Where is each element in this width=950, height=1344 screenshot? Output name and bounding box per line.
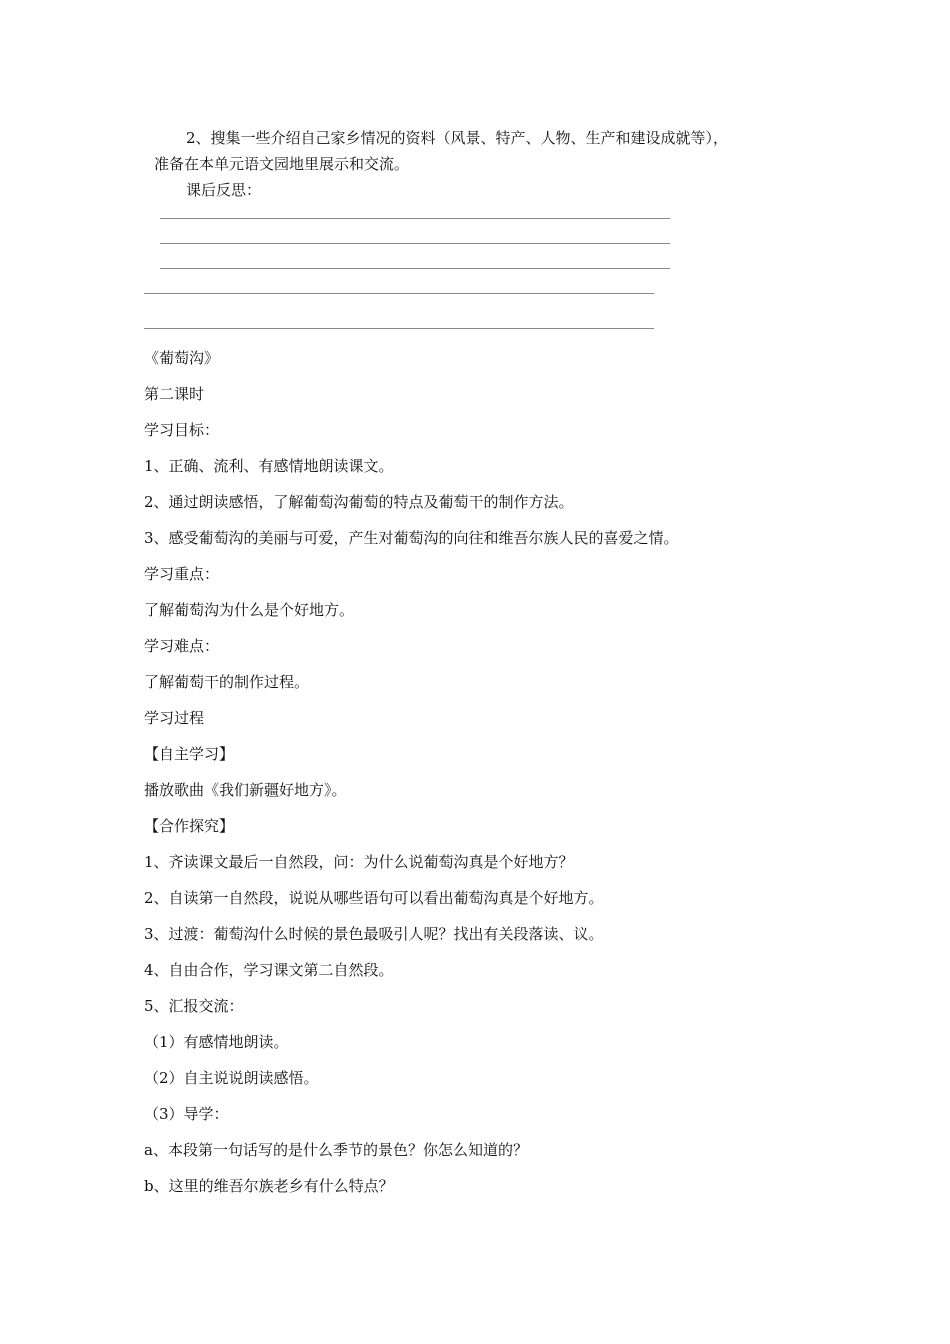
coop-step: 5、汇报交流： <box>144 997 244 1015</box>
sub-step: （2）自主说说朗读感悟。 <box>144 1069 319 1087</box>
question-item: b、这里的维吾尔族老乡有什么特点？ <box>144 1177 394 1195</box>
question-item: a、本段第一句话写的是什么季节的景色？你怎么知道的？ <box>144 1141 528 1159</box>
difficulty-text: 了解葡萄干的制作过程。 <box>144 673 310 691</box>
coop-step: 3、过渡：葡萄沟什么时候的景色最吸引人呢？找出有关段落读、议。 <box>144 925 604 943</box>
objectives-heading: 学习目标： <box>144 421 220 439</box>
coop-step: 2、自读第一自然段，说说从哪些语句可以看出葡萄沟真是个好地方。 <box>144 889 604 907</box>
coop-step: 4、自由合作，学习课文第二自然段。 <box>144 961 394 979</box>
paragraph-line-2: 准备在本单元语文园地里展示和交流。 <box>154 155 410 173</box>
key-heading: 学习重点： <box>144 565 220 583</box>
sub-step: （3）导学： <box>144 1105 229 1123</box>
self-study-heading: 【自主学习】 <box>144 745 235 763</box>
reflection-line <box>144 328 654 329</box>
reflection-line <box>160 243 670 244</box>
key-point: 了解葡萄沟为什么是个好地方。 <box>144 601 355 619</box>
reflection-line <box>160 218 670 219</box>
objective-item: 2、通过朗读感悟，了解葡萄沟葡萄的特点及葡萄干的制作方法。 <box>144 493 574 511</box>
paragraph-line-1: 2、搜集一些介绍自己家乡情况的资料（风景、特产、人物、生产和建设成就等）， <box>186 129 729 147</box>
lesson-title: 《葡萄沟》 <box>144 349 220 367</box>
objective-item: 1、正确、流利、有感情地朗读课文。 <box>144 457 394 475</box>
reflection-label: 课后反思： <box>186 181 262 199</box>
difficulty-heading: 学习难点： <box>144 637 220 655</box>
reflection-line <box>160 268 670 269</box>
objective-item: 3、感受葡萄沟的美丽与可爱，产生对葡萄沟的向往和维吾尔族人民的喜爱之情。 <box>144 529 679 547</box>
coop-step: 1、齐读课文最后一自然段，问：为什么说葡萄沟真是个好地方？ <box>144 853 574 871</box>
self-study-text: 播放歌曲《我们新疆好地方》。 <box>144 781 347 799</box>
coop-heading: 【合作探究】 <box>144 817 235 835</box>
lesson-period: 第二课时 <box>144 385 205 403</box>
process-heading: 学习过程 <box>144 709 205 727</box>
reflection-line <box>144 293 654 294</box>
sub-step: （1）有感情地朗读。 <box>144 1033 289 1051</box>
